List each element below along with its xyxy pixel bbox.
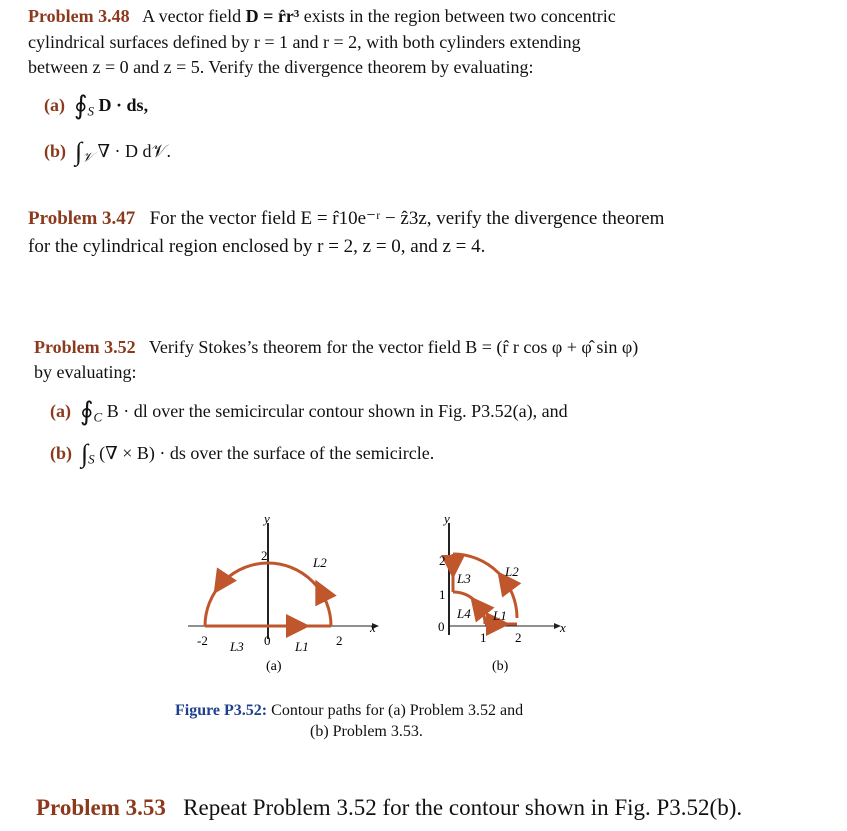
figure-caption-label: Figure P3.52: <box>175 702 268 719</box>
figure-a-sublabel: (a) <box>266 659 282 674</box>
contour-integral-symbol: ∮ <box>80 397 94 426</box>
integral-subscript: C <box>93 409 103 425</box>
problem-3-48-label: Problem 3.48 <box>28 6 130 26</box>
problem-3-53-line <box>36 795 742 821</box>
volume-integral-symbol: ∫ <box>75 137 83 166</box>
part-a-expression: B · dl over the semicircular contour shown in Fig. P3.52(a), and <box>106 401 568 421</box>
integral-subscript: S <box>87 103 95 119</box>
arrow-L2-left <box>217 586 219 589</box>
problem-3-52-line2: by evaluating: <box>34 362 137 382</box>
figure-caption-line2: (b) Problem 3.53. <box>310 723 423 740</box>
problem-3-52-label: Problem 3.52 <box>34 337 136 357</box>
problem-3-47-line1 <box>28 207 664 230</box>
problem-3-47-text: For the vector field E = r̂10e⁻ʳ − ẑ3z, verify the divergence theorem <box>149 208 665 229</box>
y-axis-label: y <box>264 511 270 526</box>
x-tick-2: 2 <box>515 630 522 645</box>
part-a-label: (a) <box>44 95 65 115</box>
contour-integral-symbol: ∮ <box>74 91 88 120</box>
problem-3-48-field: D = r̂r³ <box>245 6 300 26</box>
problem-3-48-line2: cylindrical surfaces defined by r = 1 and r = 2, with both cylinders extending <box>28 32 581 52</box>
problem-3-53-text: Repeat Problem 3.52 for the contour shown in Fig. P3.52(b). <box>183 795 743 820</box>
problem-3-52-part-b <box>50 436 434 468</box>
figure-b <box>420 505 580 685</box>
problem-3-48-text-a: A vector field <box>142 6 242 26</box>
y-tick-2: 2 <box>261 548 268 563</box>
part-b-label: (b) <box>44 141 66 161</box>
part-b-expression: (∇ × B) · ds over the surface of the semicircle. <box>99 443 435 463</box>
part-a-expression: D · ds, <box>98 95 149 115</box>
label-L1: L1 <box>493 608 507 623</box>
problem-3-52-text: Verify Stokes’s theorem for the vector field B = (r̂ r cos φ + φ̂ sin φ) <box>148 337 639 357</box>
problem-3-52-line1 <box>34 337 638 358</box>
label-L2: L2 <box>505 564 519 579</box>
y-tick-1: 1 <box>439 587 446 602</box>
problem-3-48-text-b: exists in the region between two concentric <box>303 6 616 26</box>
y-tick-0: 0 <box>438 619 445 634</box>
part-b-label: (b) <box>50 443 72 463</box>
x-tick-1: 1 <box>480 630 487 645</box>
x-tick-neg2: -2 <box>197 633 208 648</box>
arrow-L2-right <box>318 585 320 589</box>
figure-a <box>180 505 390 685</box>
y-axis-label: y <box>444 511 450 526</box>
label-L4: L4 <box>457 606 471 621</box>
x-axis-label: x <box>370 620 376 635</box>
integral-subscript: S <box>88 451 95 467</box>
label-L1: L1 <box>295 639 309 654</box>
surface-integral-symbol: ∫ <box>81 439 89 468</box>
problem-3-47-label: Problem 3.47 <box>28 208 136 229</box>
y-tick-2: 2 <box>439 553 446 568</box>
problem-3-47-line2: for the cylindrical region enclosed by r = 2, z = 0, and z = 4. <box>28 236 486 257</box>
integral-subscript: 𝒱 <box>82 149 93 165</box>
x-axis-label: x <box>560 620 566 635</box>
figure-b-sublabel: (b) <box>492 659 509 674</box>
figure-caption-text: Contour paths for (a) Problem 3.52 and <box>271 702 524 719</box>
problem-3-53-label: Problem 3.53 <box>36 795 166 820</box>
label-L3: L3 <box>230 639 244 654</box>
problem-3-48-line1 <box>28 6 616 27</box>
part-a-label: (a) <box>50 401 71 421</box>
problem-3-48-part-b <box>44 134 171 166</box>
problem-3-52-part-a <box>50 394 568 426</box>
part-b-expression: ∇ · D d𝒱. <box>97 141 172 161</box>
label-L2: L2 <box>313 555 327 570</box>
figure-caption-line1 <box>175 702 523 720</box>
problem-3-48-part-a <box>44 88 148 120</box>
x-tick-2: 2 <box>336 633 343 648</box>
label-L3: L3 <box>457 571 471 586</box>
problem-3-48-line3: between z = 0 and z = 5. Verify the divergence theorem by evaluating: <box>28 57 534 77</box>
x-tick-0: 0 <box>264 633 271 648</box>
